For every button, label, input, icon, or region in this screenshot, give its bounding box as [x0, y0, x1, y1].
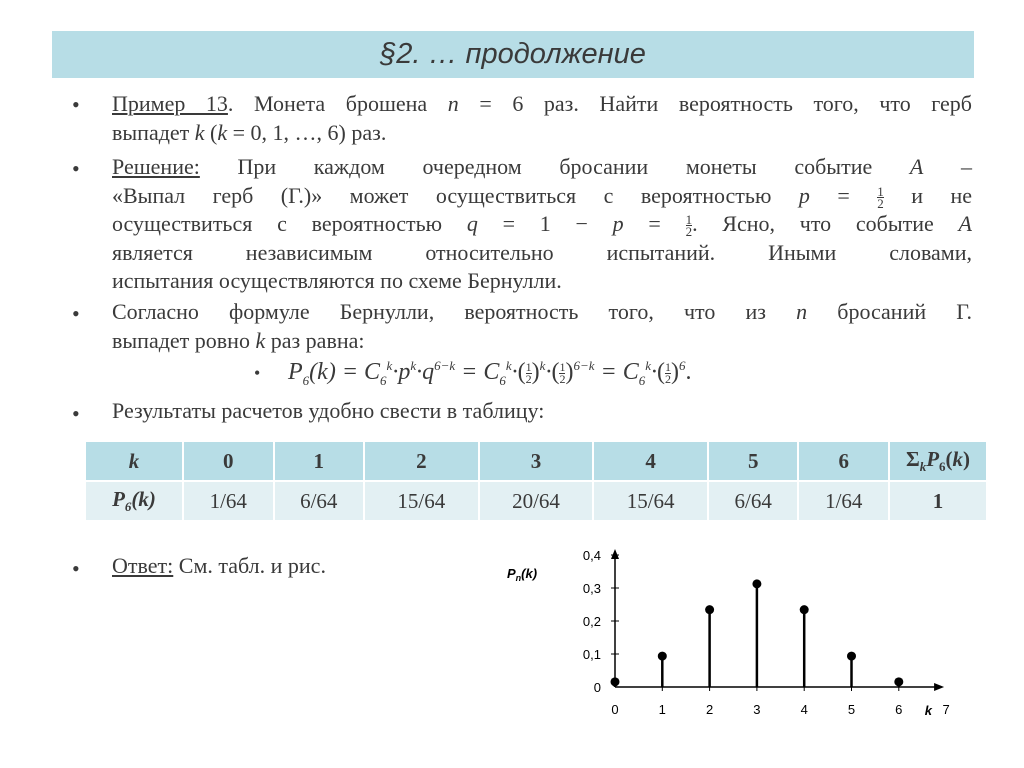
bernoulli-text: выпадет ровно [112, 327, 256, 353]
var-k: k [255, 327, 266, 353]
stem-point [611, 677, 620, 686]
var-A: A [958, 211, 972, 236]
solution-text: При каждом очередном бросании монеты событие [199, 154, 910, 179]
table-cell: 15/64 [593, 481, 708, 521]
table-header-cell: 4 [593, 441, 708, 481]
stem-point [752, 579, 761, 588]
table-header-row [85, 441, 987, 481]
table-cell: 6/64 [708, 481, 799, 521]
table-cell: 20/64 [479, 481, 594, 521]
bullet-marker: • [72, 301, 80, 326]
bullet-marker: • [72, 401, 80, 426]
stem-point [800, 605, 809, 614]
answer-text: См. табл. и рис. [173, 553, 326, 578]
solution-text: испытания осуществляются по схеме Бернулли. [112, 268, 562, 293]
table-header-cell: 0 [183, 441, 274, 481]
y-axis-arrow [611, 549, 619, 559]
x-tick-label: 7 [942, 702, 950, 717]
table-header-cell-sum: $\Sigma_kP_6(k)$ [889, 441, 987, 481]
stem-point [658, 652, 667, 661]
var-p: p [612, 211, 624, 236]
table-cell: 1/64 [798, 481, 889, 521]
example-text: выпадет [112, 119, 195, 145]
bernoulli-text: раз равна: [265, 327, 365, 353]
title-bar [52, 31, 974, 78]
results-paragraph [112, 397, 972, 426]
results-table [84, 440, 988, 522]
solution-text: . Ясно, что событие [692, 211, 959, 236]
bullet-marker: • [72, 556, 80, 581]
solution-text: является независимым относительно испытаний. Иными словами, [112, 239, 972, 265]
solution-text: = [623, 211, 686, 236]
x-tick-label: 6 [895, 702, 903, 717]
solution-text: и не [883, 182, 972, 208]
var-q: q [466, 211, 478, 236]
solution-label: Решение: [112, 154, 200, 179]
solution-text: = 1 − [477, 211, 613, 236]
answer-label: Ответ: [112, 553, 174, 578]
x-tick-label: 3 [753, 702, 761, 717]
solution-text: осуществиться с вероятностью [112, 211, 467, 236]
y-tick-label: 0,4 [582, 548, 601, 563]
stem-point [894, 677, 903, 686]
var-k: k [217, 119, 228, 145]
x-tick-label: 4 [800, 702, 808, 717]
solution-paragraph [112, 153, 972, 296]
x-tick-label: 2 [705, 702, 714, 717]
example-text: = 0, 1, …, 6) раз. [227, 119, 387, 145]
y-tick-label: 0,1 [582, 647, 601, 662]
table-header-cell: 6 [798, 441, 889, 481]
bernoulli-text: Согласно формуле Бернулли, вероятность того, что из [112, 299, 797, 324]
x-axis-label: k [924, 703, 933, 718]
bullet-marker: • [72, 156, 80, 181]
example-paragraph [112, 90, 972, 147]
y-axis-label: $P_n(k)$ [507, 566, 538, 583]
x-tick-label: 5 [847, 702, 856, 717]
stem-point [847, 652, 856, 661]
stem-point [705, 605, 714, 614]
y-tick-label: 0 [593, 680, 601, 695]
x-tick-label: 1 [658, 702, 666, 717]
table-header-cell: 5 [708, 441, 799, 481]
var-n: n [447, 91, 459, 116]
answer-paragraph [112, 552, 512, 581]
table-row-label: $P_6(k)$ [85, 481, 183, 521]
example-text: . Монета брошена [227, 91, 448, 116]
y-tick-label: 0,3 [582, 581, 601, 596]
solution-text: = [809, 182, 878, 208]
probability-chart [500, 540, 970, 765]
y-tick-label: 0,2 [582, 614, 601, 629]
bullet-marker: • [254, 363, 261, 383]
fraction-half: $\frac{1}{2}$ [877, 183, 884, 211]
bullet-marker: • [72, 92, 80, 117]
table-header-cell: 3 [479, 441, 594, 481]
table-header-cell: 1 [274, 441, 365, 481]
slide-title: §2. … продолжение [380, 38, 646, 70]
bernoulli-paragraph [112, 298, 972, 355]
var-n: n [796, 299, 808, 324]
example-text: ( [204, 119, 218, 145]
x-tick-label: 0 [611, 702, 619, 717]
table-cell: 6/64 [274, 481, 365, 521]
table-cell-sum: 1 [889, 481, 987, 521]
table-header-cell: k [85, 441, 183, 481]
bernoulli-text: бросаний Г. [807, 299, 972, 324]
var-p: p [798, 182, 810, 208]
table-cell: 1/64 [183, 481, 274, 521]
var-A: A [909, 154, 924, 179]
results-text: Результаты расчетов удобно свести в таблицу: [112, 398, 545, 423]
table-header-cell: 2 [364, 441, 479, 481]
solution-text: «Выпал герб (Г.)» может осуществиться с вероятностью [112, 182, 799, 208]
x-axis-arrow [934, 683, 944, 691]
fraction-half: $\frac{1}{2}$ [685, 212, 693, 240]
table-row [85, 481, 987, 521]
var-k: k [194, 119, 205, 145]
example-text: = 6 раз. Найти вероятность того, что герб [458, 91, 972, 116]
bernoulli-formula: $P_6(k) = C_6^k\cdot p^k\cdot q^{6-k} = C_6^k\cdot$( $\frac{1}{2}$ )$^k$·( $\frac{1}{2}$ )$^{6-k} = C_6^k\cdot$( $\frac{1}{2}$ )$^6$. [288, 358, 692, 388]
table-cell: 15/64 [364, 481, 479, 521]
example-label: Пример 13 [112, 91, 228, 116]
solution-text: – [923, 154, 972, 179]
